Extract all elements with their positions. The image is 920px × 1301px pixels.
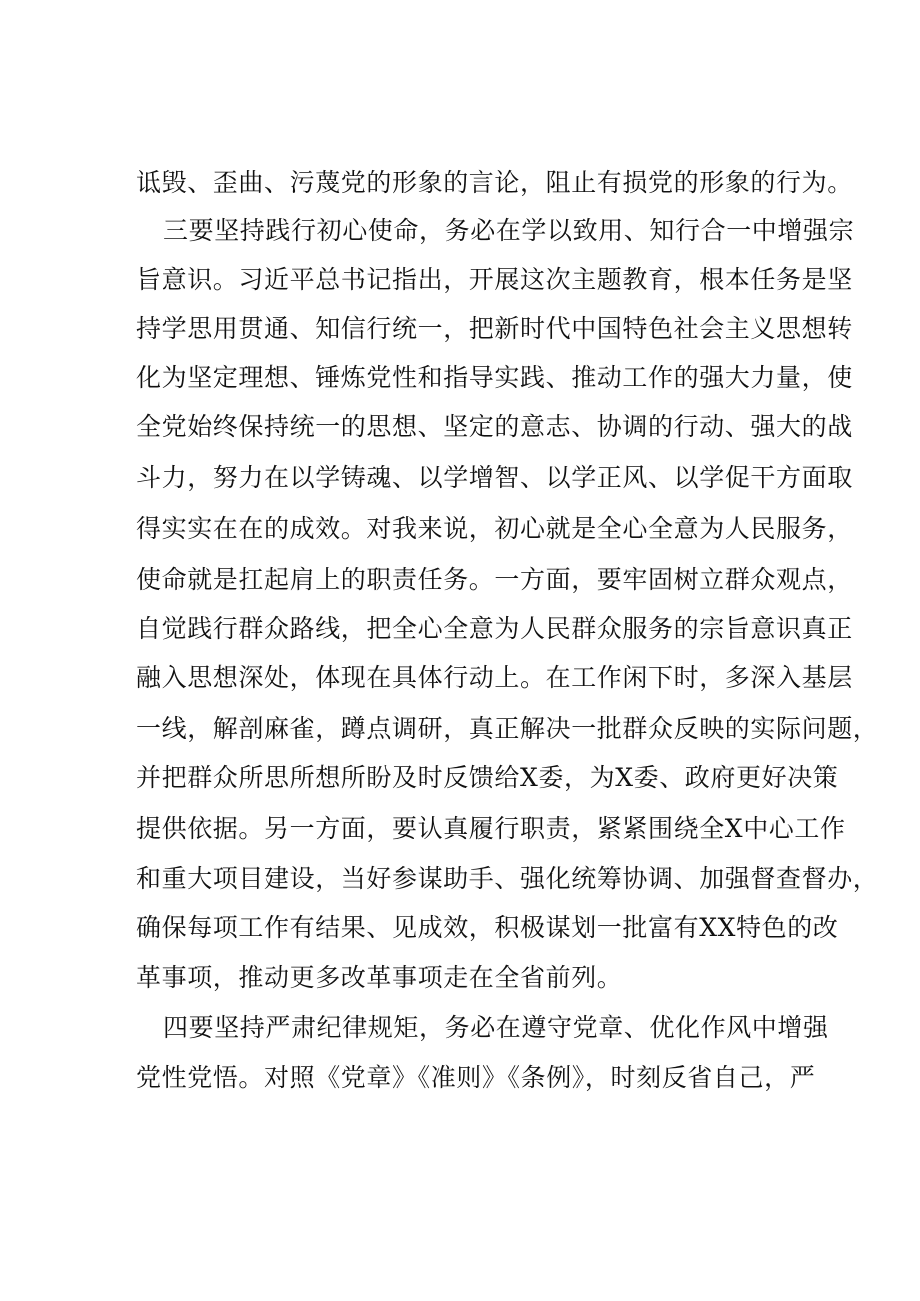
text-line: 使命就是扛起肩上的职责任务。一方面，要牢固树立群众观点， (136, 565, 853, 594)
paragraph-start-line: 四要坚持严肃纪律规矩，务必在遵守党章、优化作风中增强 (163, 1013, 829, 1042)
text-line: 旨意识。习近平总书记指出，开展这次主题教育，根本任务是坚 (136, 265, 853, 294)
text-line: 确保每项工作有结果、见成效，积极谋划一批富有XX特色的改 (136, 913, 839, 942)
text-line: 并把群众所思所想所盼及时反馈给X委，为X委、政府更好决策 (136, 763, 839, 792)
text-line: 自觉践行群众路线，把全心全意为人民群众服务的宗旨意识真正 (136, 614, 853, 643)
text-line: 持学思用贯通、知信行统一，把新时代中国特色社会主义思想转 (136, 314, 853, 343)
text-line: 一线，解剖麻雀，蹲点调研，真正解决一批群众反映的实际问题， (136, 714, 879, 743)
text-line: 和重大项目建设，当好参谋助手、强化统筹协调、加强督查督办， (136, 864, 879, 893)
text-line: 党性党悟。对照《党章》《准则》《条例》，时刻反省自己，严 (136, 1063, 816, 1092)
paragraph-end-line: 革事项，推动更多改革事项走在全省前列。 (136, 963, 623, 992)
text-line: 化为坚定理想、锤炼党性和指导实践、推动工作的强大力量，使 (136, 363, 853, 392)
text-line: 得实实在在的成效。对我来说，初心就是全心全意为人民服务， (136, 514, 853, 543)
paragraph-start-line: 三要坚持践行初心使命，务必在学以致用、知行合一中增强宗 (163, 216, 855, 245)
text-line: 诋毁、歪曲、污蔑党的形象的言论，阻止有损党的形象的行为。 (136, 168, 853, 197)
text-line: 斗力，努力在以学铸魂、以学增智、以学正风、以学促干方面取 (136, 463, 853, 492)
text-line: 全党始终保持统一的思想、坚定的意志、协调的行动、强大的战 (136, 412, 853, 441)
text-line: 提供依据。另一方面，要认真履行职责，紧紧围绕全X中心工作 (136, 814, 846, 843)
text-line: 融入思想深处，体现在具体行动上。在工作闲下时，多深入基层 (136, 663, 853, 692)
